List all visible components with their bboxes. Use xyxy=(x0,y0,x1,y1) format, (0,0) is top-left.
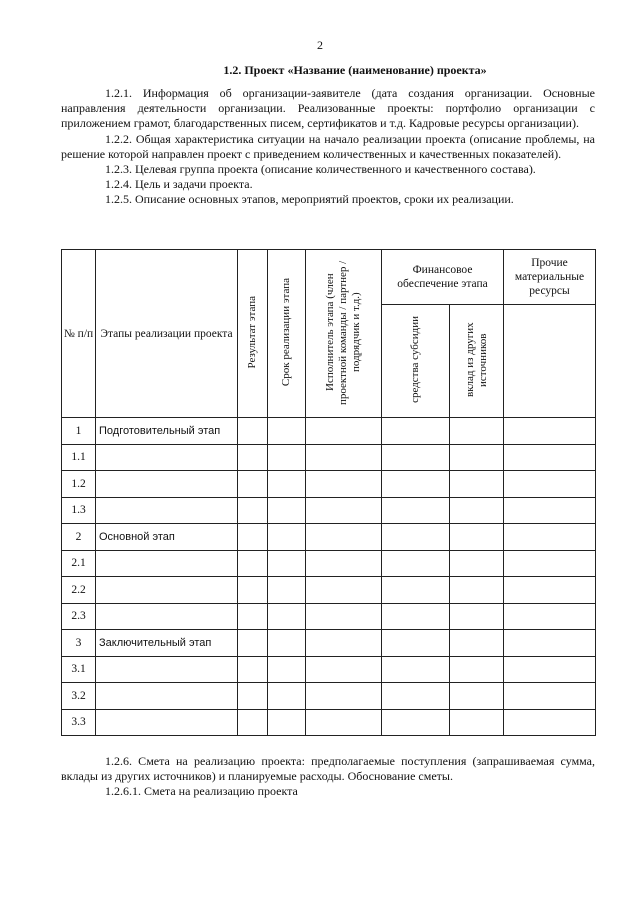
row-stage xyxy=(96,444,238,471)
row-stage xyxy=(96,683,238,710)
cell-subsidy xyxy=(382,630,450,657)
cell-other-resources xyxy=(504,656,596,683)
table-row xyxy=(62,656,596,683)
row-number: 3.2 xyxy=(62,683,96,710)
cell-term xyxy=(268,577,306,604)
paragraph-1-2-5: 1.2.5. Описание основных этапов, мероприятий проектов, сроки их реализации. xyxy=(105,192,514,207)
row-stage xyxy=(96,603,238,630)
row-stage xyxy=(96,471,238,498)
section-title: 1.2. Проект «Название (наименование) проекта» xyxy=(223,63,487,77)
cell-executor xyxy=(306,471,382,498)
row-number: 2 xyxy=(62,524,96,551)
cell-other-resources xyxy=(504,471,596,498)
row-number: 3 xyxy=(62,630,96,657)
row-number: 3.3 xyxy=(62,709,96,736)
cell-executor xyxy=(306,683,382,710)
table-row xyxy=(62,444,596,471)
row-stage: Основной этап xyxy=(96,524,238,551)
cell-subsidy xyxy=(382,550,450,577)
table-row xyxy=(62,418,596,445)
cell-result xyxy=(238,550,268,577)
cell-executor xyxy=(306,630,382,657)
cell-other-sources xyxy=(450,444,504,471)
cell-executor xyxy=(306,444,382,471)
header-term: Срок реализации этапа xyxy=(280,277,292,387)
cell-executor xyxy=(306,577,382,604)
intro-text xyxy=(61,86,595,208)
table-row xyxy=(62,683,596,710)
cell-term xyxy=(268,418,306,445)
header-term-cell xyxy=(268,250,306,418)
cell-other-sources xyxy=(450,497,504,524)
cell-subsidy xyxy=(382,683,450,710)
table-row xyxy=(62,709,596,736)
cell-executor xyxy=(306,524,382,551)
cell-subsidy xyxy=(382,418,450,445)
cell-other-sources xyxy=(450,550,504,577)
header-other-sources-cell xyxy=(450,305,504,418)
cell-subsidy xyxy=(382,471,450,498)
cell-subsidy xyxy=(382,603,450,630)
cell-other-sources xyxy=(450,418,504,445)
cell-subsidy xyxy=(382,444,450,471)
row-stage xyxy=(96,550,238,577)
paragraph-1-2-6-1: 1.2.6.1. Смета на реализацию проекта xyxy=(105,784,298,799)
header-subsidy: средства субсидии xyxy=(409,316,421,403)
cell-term xyxy=(268,630,306,657)
cell-result xyxy=(238,709,268,736)
cell-term xyxy=(268,471,306,498)
cell-subsidy xyxy=(382,656,450,683)
row-number: 2.1 xyxy=(62,550,96,577)
cell-other-sources xyxy=(450,709,504,736)
header-result: Результат этапа xyxy=(246,295,258,369)
row-stage xyxy=(96,577,238,604)
cell-result xyxy=(238,444,268,471)
cell-other-resources xyxy=(504,709,596,736)
header-other-sources: вклад из других источников xyxy=(463,322,489,397)
cell-result xyxy=(238,603,268,630)
cell-executor xyxy=(306,550,382,577)
table-row xyxy=(62,471,596,498)
cell-other-sources xyxy=(450,656,504,683)
cell-result xyxy=(238,656,268,683)
row-number: 1.1 xyxy=(62,444,96,471)
cell-executor xyxy=(306,709,382,736)
table-row xyxy=(62,630,596,657)
stages-table xyxy=(61,249,596,736)
cell-other-resources xyxy=(504,683,596,710)
row-number: 1.3 xyxy=(62,497,96,524)
paragraph-1-2-4: 1.2.4. Цель и задачи проекта. xyxy=(105,177,253,192)
row-number: 2.2 xyxy=(62,577,96,604)
header-other-resources-sub xyxy=(504,305,596,418)
cell-other-resources xyxy=(504,630,596,657)
cell-other-sources xyxy=(450,603,504,630)
cell-other-sources xyxy=(450,524,504,551)
paragraph-1-2-6: 1.2.6. Смета на реализацию проекта: предполагаемые поступления (запрашиваемая сумма, вклады из других источников) и планируемые расходы. Обоснование сметы. xyxy=(61,754,595,784)
cell-other-sources xyxy=(450,577,504,604)
row-stage: Подготовительный этап xyxy=(96,418,238,445)
header-result-cell xyxy=(238,250,268,418)
cell-result xyxy=(238,630,268,657)
header-num: № п/п xyxy=(62,250,96,418)
row-number: 2.3 xyxy=(62,603,96,630)
cell-subsidy xyxy=(382,709,450,736)
cell-term xyxy=(268,524,306,551)
paragraph-1-2-1: 1.2.1. Информация об организации-заявителе (дата создания организации. Основные направления деятельности организации. Реализованные проекты: портфолио организации с приложением грамот, благодарственных писем, сертификатов и т.д. Кадровые ресурсы организации). xyxy=(61,86,595,131)
paragraph-1-2-2: 1.2.2. Общая характеристика ситуации на начало реализации проекта (описание проблемы, на решение которой направлен проект с приведением количественных и качественных показателей). xyxy=(61,131,595,161)
cell-term xyxy=(268,683,306,710)
paragraph-1-2-3: 1.2.3. Целевая группа проекта (описание количественного и качественного состава). xyxy=(105,162,536,177)
cell-executor xyxy=(306,656,382,683)
cell-subsidy xyxy=(382,497,450,524)
cell-other-resources xyxy=(504,550,596,577)
cell-other-resources xyxy=(504,418,596,445)
cell-other-resources xyxy=(504,603,596,630)
header-financing: Финансовое обеспечение этапа xyxy=(382,250,504,305)
cell-result xyxy=(238,471,268,498)
cell-executor xyxy=(306,497,382,524)
cell-subsidy xyxy=(382,577,450,604)
table-row xyxy=(62,550,596,577)
cell-result xyxy=(238,497,268,524)
cell-term xyxy=(268,603,306,630)
cell-result xyxy=(238,577,268,604)
header-executor-cell xyxy=(306,250,382,418)
cell-term xyxy=(268,444,306,471)
row-number: 1 xyxy=(62,418,96,445)
table-row xyxy=(62,603,596,630)
row-stage xyxy=(96,709,238,736)
cell-other-sources xyxy=(450,683,504,710)
cell-executor xyxy=(306,603,382,630)
cell-other-resources xyxy=(504,444,596,471)
cell-result xyxy=(238,683,268,710)
page-number: 2 xyxy=(317,38,323,52)
row-stage xyxy=(96,656,238,683)
cell-executor xyxy=(306,418,382,445)
header-stages: Этапы реализации проекта xyxy=(96,250,238,418)
cell-term xyxy=(268,497,306,524)
cell-other-sources xyxy=(450,471,504,498)
table-row xyxy=(62,524,596,551)
cell-other-resources xyxy=(504,577,596,604)
outro-text xyxy=(61,754,595,800)
header-executor: Исполнитель этапа (член проектной команды / партнер / подрядчик и т.д.) xyxy=(324,259,362,405)
cell-result xyxy=(238,418,268,445)
cell-term xyxy=(268,709,306,736)
header-subsidy-cell xyxy=(382,305,450,418)
row-number: 1.2 xyxy=(62,471,96,498)
cell-other-resources xyxy=(504,497,596,524)
cell-other-resources xyxy=(504,524,596,551)
row-stage xyxy=(96,497,238,524)
table-row xyxy=(62,577,596,604)
table-row xyxy=(62,497,596,524)
cell-subsidy xyxy=(382,524,450,551)
cell-result xyxy=(238,524,268,551)
cell-other-sources xyxy=(450,630,504,657)
cell-term xyxy=(268,550,306,577)
cell-term xyxy=(268,656,306,683)
row-number: 3.1 xyxy=(62,656,96,683)
row-stage: Заключительный этап xyxy=(96,630,238,657)
header-other-resources: Прочие материальные ресурсы xyxy=(504,250,596,305)
